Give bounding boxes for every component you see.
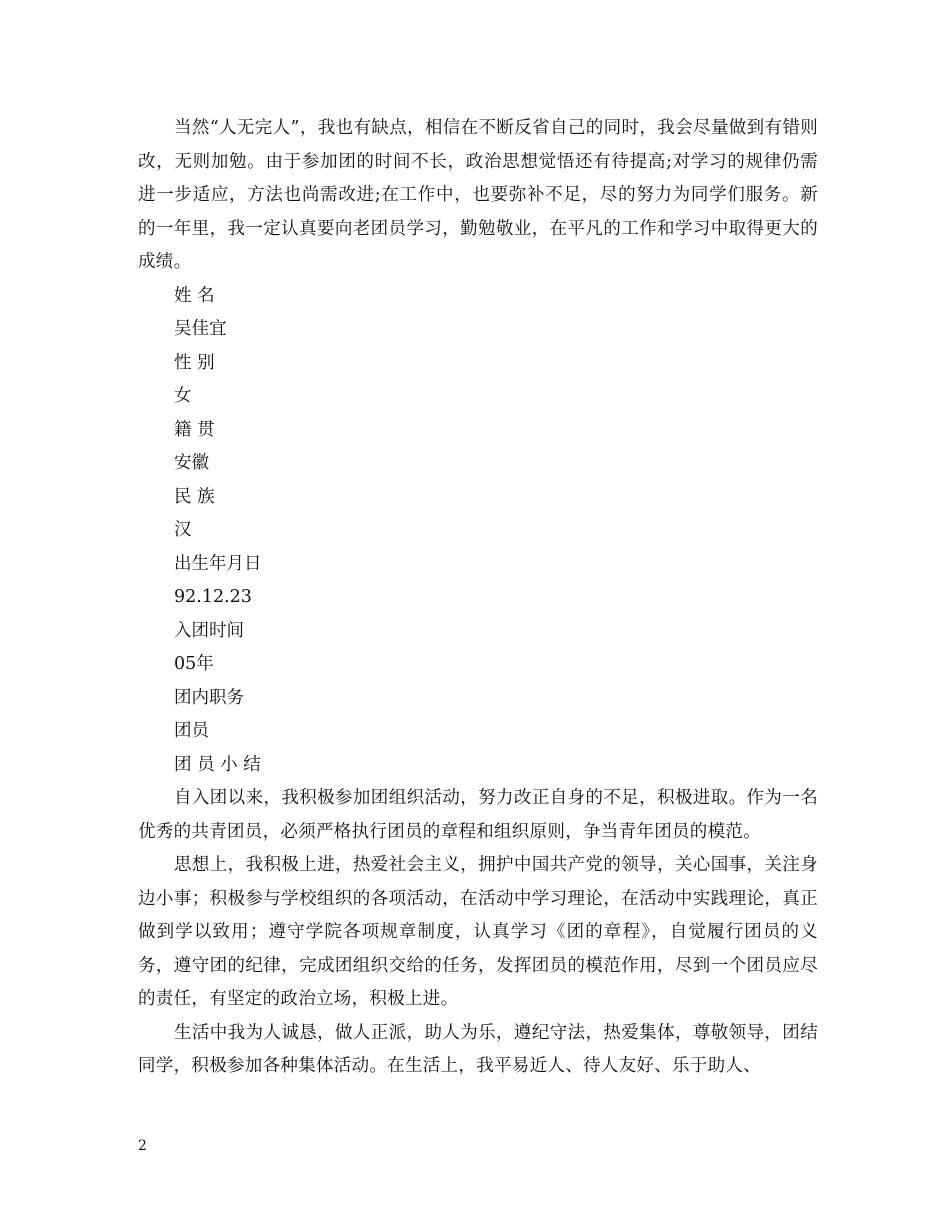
field-birth-value: 92.12.23 [174, 587, 252, 607]
field-ethnicity-value: 汉 [174, 520, 192, 540]
field-ethnicity-label: 民 族 [174, 486, 215, 507]
field-join-label: 入团时间 [174, 620, 244, 641]
field-position-label: 团内职务 [174, 687, 244, 708]
field-position-value: 团员 [174, 721, 209, 741]
field-origin-label: 籍 贯 [174, 419, 215, 440]
field-name-label: 姓 名 [174, 285, 215, 306]
field-join-value: 05年 [174, 654, 214, 674]
page-number: 2 [138, 1138, 147, 1154]
paragraph-summary-1: 自入团以来，我积极参加团组织活动，努力改正自身的不足，积极进取。作为一名优秀的共青团员，必须严格执行团员的章程和组织原则，争当青年团员的模范。 [138, 788, 818, 842]
field-gender-label: 性 别 [174, 352, 215, 373]
paragraph-summary-3: 生活中我为人诚恳，做人正派，助人为乐，遵纪守法，热爱集体，尊敬领导，团结同学，积极参加各种集体活动。在生活上，我平易近人、待人友好、乐于助人、 [138, 1022, 818, 1076]
field-birth-label: 出生年月日 [174, 553, 262, 574]
paragraph-intro: 当然“人无完人”，我也有缺点，相信在不断反省自己的同时，我会尽量做到有错则改，无则加勉。由于参加团的时间不长，政治思想觉悟还有待提高;对学习的规律仍需进一步适应，方法也尚需改进;在工作中，也要弥补不足，尽的努力为同学们服务。新的一年里，我一定认真要向老团员学习，勤勉敬业，在平凡的工作和学习中取得更大的成绩。 [138, 118, 818, 272]
field-name-value: 吴佳宜 [174, 319, 227, 339]
field-gender-value: 女 [174, 386, 192, 406]
summary-title: 团 员 小 结 [174, 754, 261, 775]
document-page [138, 112, 818, 1084]
paragraph-summary-2: 思想上，我积极上进，热爱社会主义，拥护中国共产党的领导，关心国事，关注身边小事；积极参与学校组织的各项活动，在活动中学习理论，在活动中实践理论，真正做到学以致用；遵守学院各项规章制度，认真学习《团的章程》，自觉履行团员的义务，遵守团的纪律，完成团组织交给的任务，发挥团员的模范作用，尽到一个团员应尽的责任，有坚定的政治立场，积极上进。 [138, 855, 818, 1009]
field-origin-value: 安徽 [174, 453, 209, 473]
